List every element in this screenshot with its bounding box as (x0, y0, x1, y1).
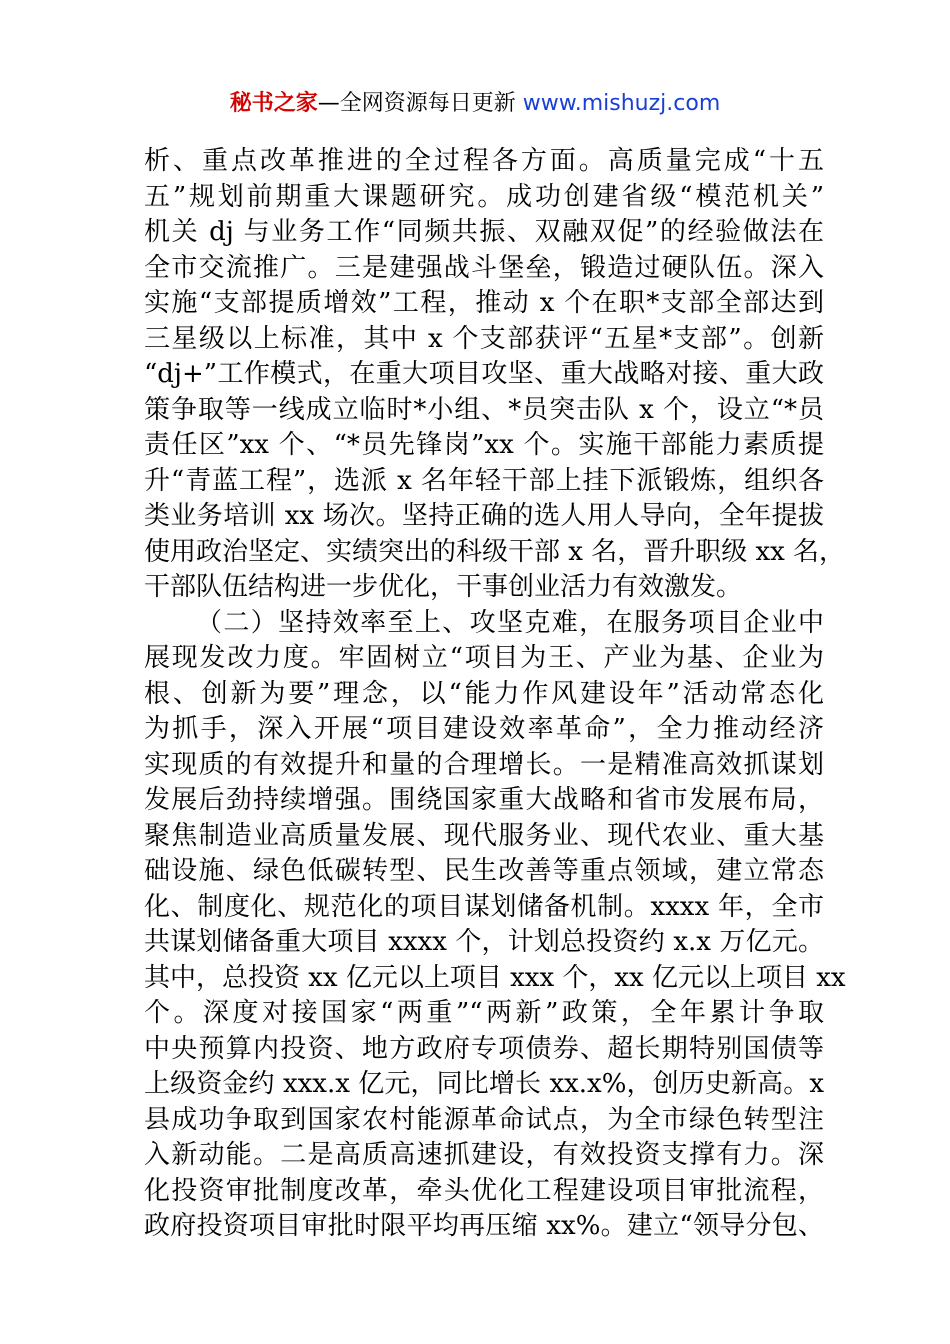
text-line: 机关 dj 与业务工作“同频共振、双融双促”的经验做法在 (144, 217, 824, 247)
text-line: 策争取等一线成立临时*小组、*员突击队 x 个，设立“*员 (144, 394, 824, 425)
text-line: 三星级以上标准，其中 x 个支部获评“五星*支部”。创新 (144, 323, 824, 354)
text-line: 入新动能。二是高质高速抓建设，有效投资支撑有力。深 (144, 1140, 824, 1170)
text-line: 聚焦制造业高质量发展、现代服务业、现代农业、重大基 (144, 820, 824, 851)
text-line: 个。深度对接国家“两重”“两新”政策，全年累计争取 (144, 998, 824, 1028)
text-line: 实现质的有效提升和量的合理增长。一是精准高效抓谋划 (144, 749, 824, 780)
site-tagline: —全网资源每日更新 (317, 91, 523, 116)
text-line: 化、制度化、规范化的项目谋划储备机制。xxxx 年，全市 (144, 891, 824, 922)
paragraph-end-line: 干部队伍结构进一步优化，干事创业活力有效激发。 (144, 572, 743, 602)
site-url-link[interactable]: www.mishuzj.com (522, 91, 721, 116)
text-line: 五”规划前期重大课题研究。成功创建省级“模范机关” (144, 181, 824, 212)
text-line: 责任区”xx 个、“*员先锋岗”xx 个。实施干部能力素质提 (144, 430, 824, 460)
text-line: 使用政治坚定、实绩突出的科级干部 x 名，晋升职级 xx 名， (144, 536, 846, 567)
text-line: 析、重点改革推进的全过程各方面。高质量完成“十五 (144, 146, 824, 176)
text-line: 共谋划储备重大项目 xxxx 个，计划总投资约 x.x 万亿元。 (144, 927, 824, 957)
text-line: 发展后劲持续增强。围绕国家重大战略和省市发展布局， (144, 785, 824, 815)
text-line: 为抓手，深入开展“项目建设效率革命”，全力推动经济 (144, 714, 824, 744)
text-line: “dj+”工作模式，在重大项目攻坚、重大战略对接、重大政 (144, 359, 824, 389)
site-header (0, 88, 950, 120)
text-line: 全市交流推广。三是建强战斗堡垒，锻造过硬队伍。深入 (144, 252, 824, 283)
text-line: 其中，总投资 xx 亿元以上项目 xxx 个，xx 亿元以上项目 xx (144, 962, 846, 993)
text-line: 上级资金约 xxx.x 亿元，同比增长 xx.x%，创历史新高。x (144, 1069, 824, 1099)
document-body (144, 144, 846, 1245)
site-brand: 秘书之家 (229, 91, 318, 116)
text-line: 升“青蓝工程”，选派 x 名年轻干部上挂下派锻炼，组织各 (144, 465, 824, 496)
text-line: 类业务培训 xx 场次。坚持正确的选人用人导向，全年提拔 (144, 501, 824, 531)
text-line: 化投资审批制度改革，牵头优化工程建设项目审批流程， (144, 1175, 824, 1206)
text-line: 县成功争取到国家农村能源革命试点，为全市绿色转型注 (144, 1104, 824, 1135)
text-line: 中央预算内投资、地方政府专项债券、超长期特别国债等 (144, 1033, 824, 1064)
text-line: 础设施、绿色低碳转型、民生改善等重点领域，建立常态 (144, 856, 824, 886)
text-line: 展现发改力度。牢固树立“项目为王、产业为基、企业为 (144, 643, 824, 673)
paragraph-start-line: （二）坚持效率至上、攻坚克难，在服务项目企业中 (196, 607, 824, 638)
text-line: 政府投资项目审批时限平均再压缩 xx%。建立“领导分包、 (144, 1211, 824, 1241)
text-line: 实施“支部提质增效”工程，推动 x 个在职*支部全部达到 (144, 288, 824, 318)
text-line: 根、创新为要”理念，以“能力作风建设年”活动常态化 (144, 678, 824, 709)
